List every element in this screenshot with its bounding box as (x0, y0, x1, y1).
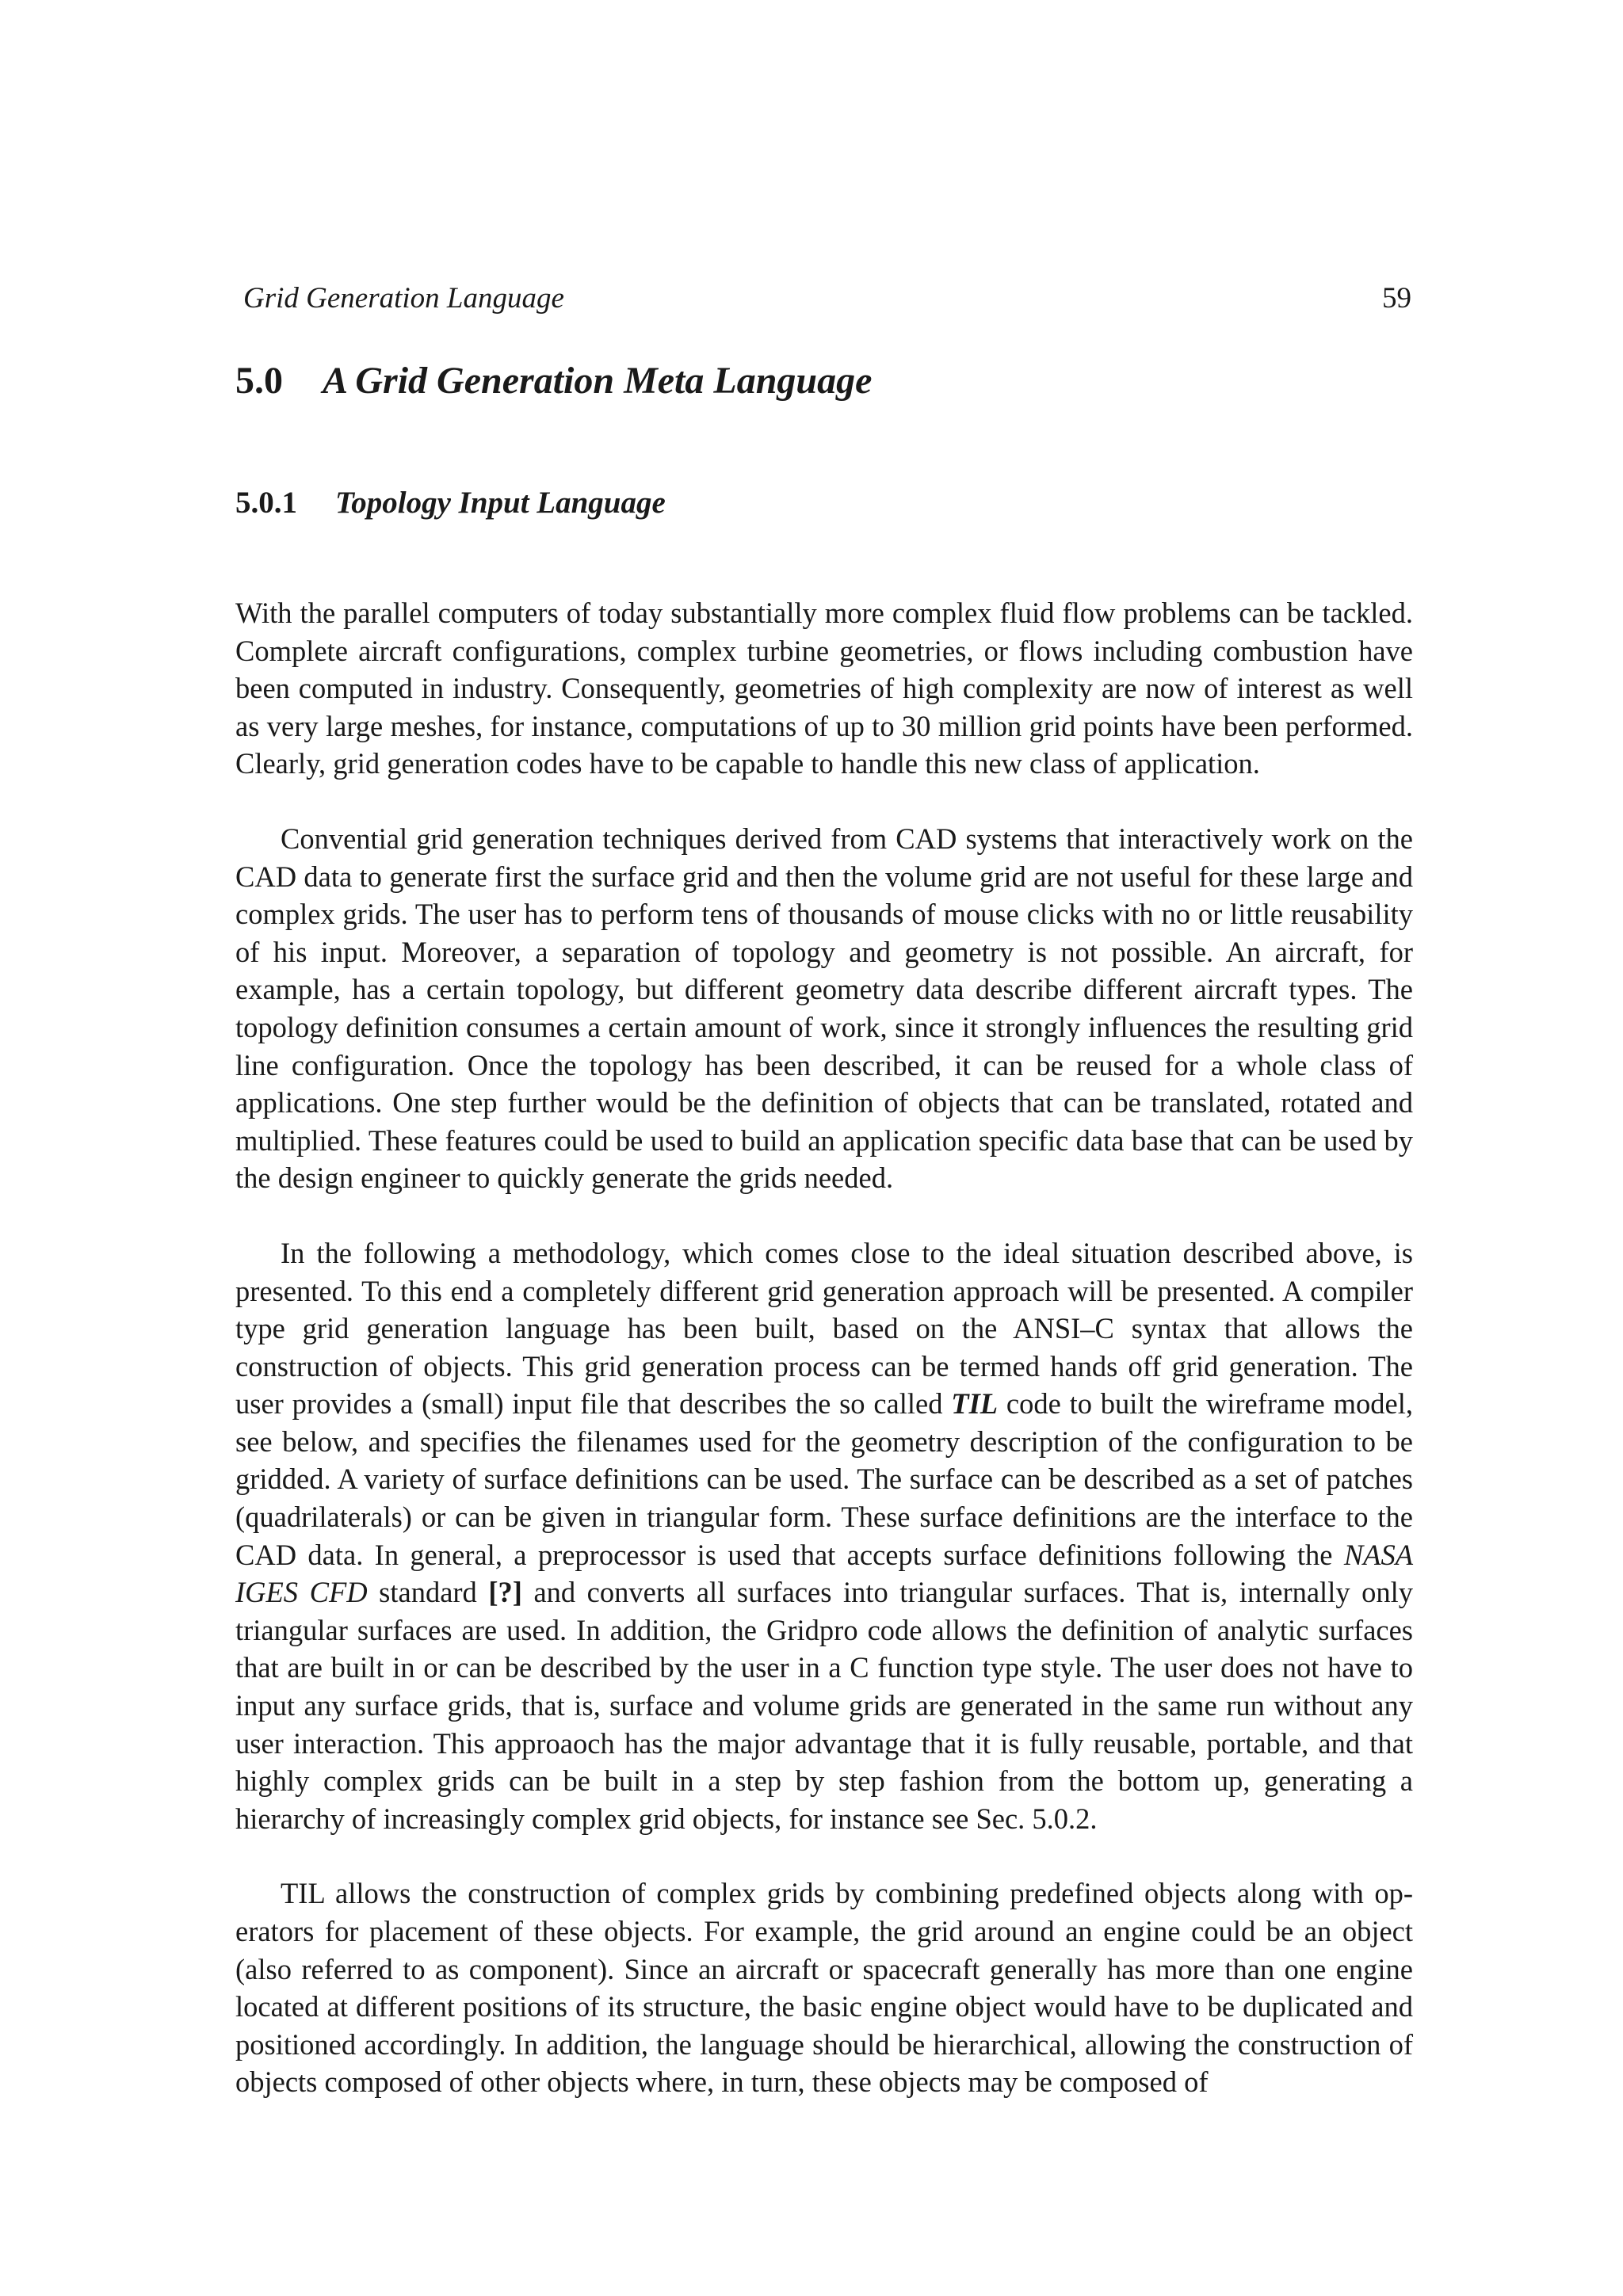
til-term: TIL (951, 1387, 999, 1421)
paragraph-2: Convential grid generation techniques derived from CAD systems that interactively work on the CAD data to generate first the surface grid and then the volume grid are not useful for these large and complex grids. The user has to perform tens of thousands of mouse clicks with no or little reusability of his input. Moreover, a separation of topology and geometry is not possible. An aircraft, for example, has a certain topology, but different geometry data describe different aircraft types. The topology definition consumes a certain amount of work, since it strongly influences the resulting grid line configuration. Once the topology has been described, it can be reused for a whole class of applications. One step further would be the definition of objects that can be translated, rotated and multiplied. These features could be used to build an application specific data base that can be used by the design engineer to quickly generate the grids needed. (235, 822, 1413, 1195)
section-heading (235, 481, 666, 525)
paragraph-3-part-b: code to built the wireframe model, see below, and specifies the filenames used for the geometry description of the configuration to be gridded. A variety of surface definitions can be used. The surface can be described as a set of patches (quadrilaterals) or can be given in triangular form. These surface definitions are the interface to the CAD data. In general, a preprocessor is used that accepts surface definitions following the (235, 1387, 1413, 1571)
chapter-heading (235, 353, 872, 409)
paragraph-3 (235, 1234, 1413, 1838)
paragraph-3-part-c: standard (367, 1576, 489, 1609)
paragraph-3-part-a: In the following a methodology, which comes close to the ideal situation described above, is presented. To this end a completely different grid generation approach will be presented. A compiler type grid generation language has been built, based on the ANSI–C syntax that allows the construction of objects. This grid generation process can be termed hands off grid generation. The user provides a (small) input file that describes the so called (235, 1236, 1413, 1421)
iges-standard-name: NASA IGES CFD (235, 1538, 1413, 1609)
section-number: 5.0.1 (235, 486, 297, 520)
section-title: Topology Input Language (335, 486, 666, 520)
chapter-title: A Grid Generation Meta Language (323, 360, 873, 402)
running-head (243, 279, 1411, 318)
citation-reference: [?] (488, 1576, 522, 1609)
paragraph-3-part-d: and converts all surfaces into triangular surfaces. That is, internally only triangular surfaces are used. In addition, the Gridpro code allows the definition of analytic surfaces that are built in or can be described by the user in a C function type style. The user does not have to input any surface grids, that is, surface and volume grids are generated in the same run without any user interaction. This approaoch has the major advantage that it is fully reusable, portable, and that highly complex grids can be built in a step by step fashion from the bottom up, generating a hierarchy of increasingly complex grid objects, for instance see Sec. 5.0.2. (235, 1576, 1414, 1835)
paragraph-4: TIL allows the construction of complex grids by combining predefined objects along with operators for placement of these objects. For example, the grid around an engine could be an object (also referred to as component). Since an aircraft or spacecraft generally has more than one engine located at different positions of its structure, the basic engine object would have to be duplicated and positioned accordingly. In addition, the language should be hierarchical, allowing the construction of objects composed of other objects where, in turn, these objects may be composed of (235, 1877, 1413, 2099)
paragraph-1: With the parallel computers of today substantially more complex fluid flow problems can be tackled. Complete aircraft configurations, complex turbine geometries, or flows including combustion have been computed in industry. Consequently, geometries of high complexity are now of interest as well as very large meshes, for instance, computations of up to 30 million grid points have been performed. Clearly, grid generation codes have to be capable to handle this new class of application. (235, 597, 1413, 780)
page-number: 59 (1382, 282, 1411, 315)
body-text (235, 594, 1413, 2101)
chapter-number: 5.0 (235, 360, 283, 402)
running-head-title: Grid Generation Language (243, 282, 564, 315)
